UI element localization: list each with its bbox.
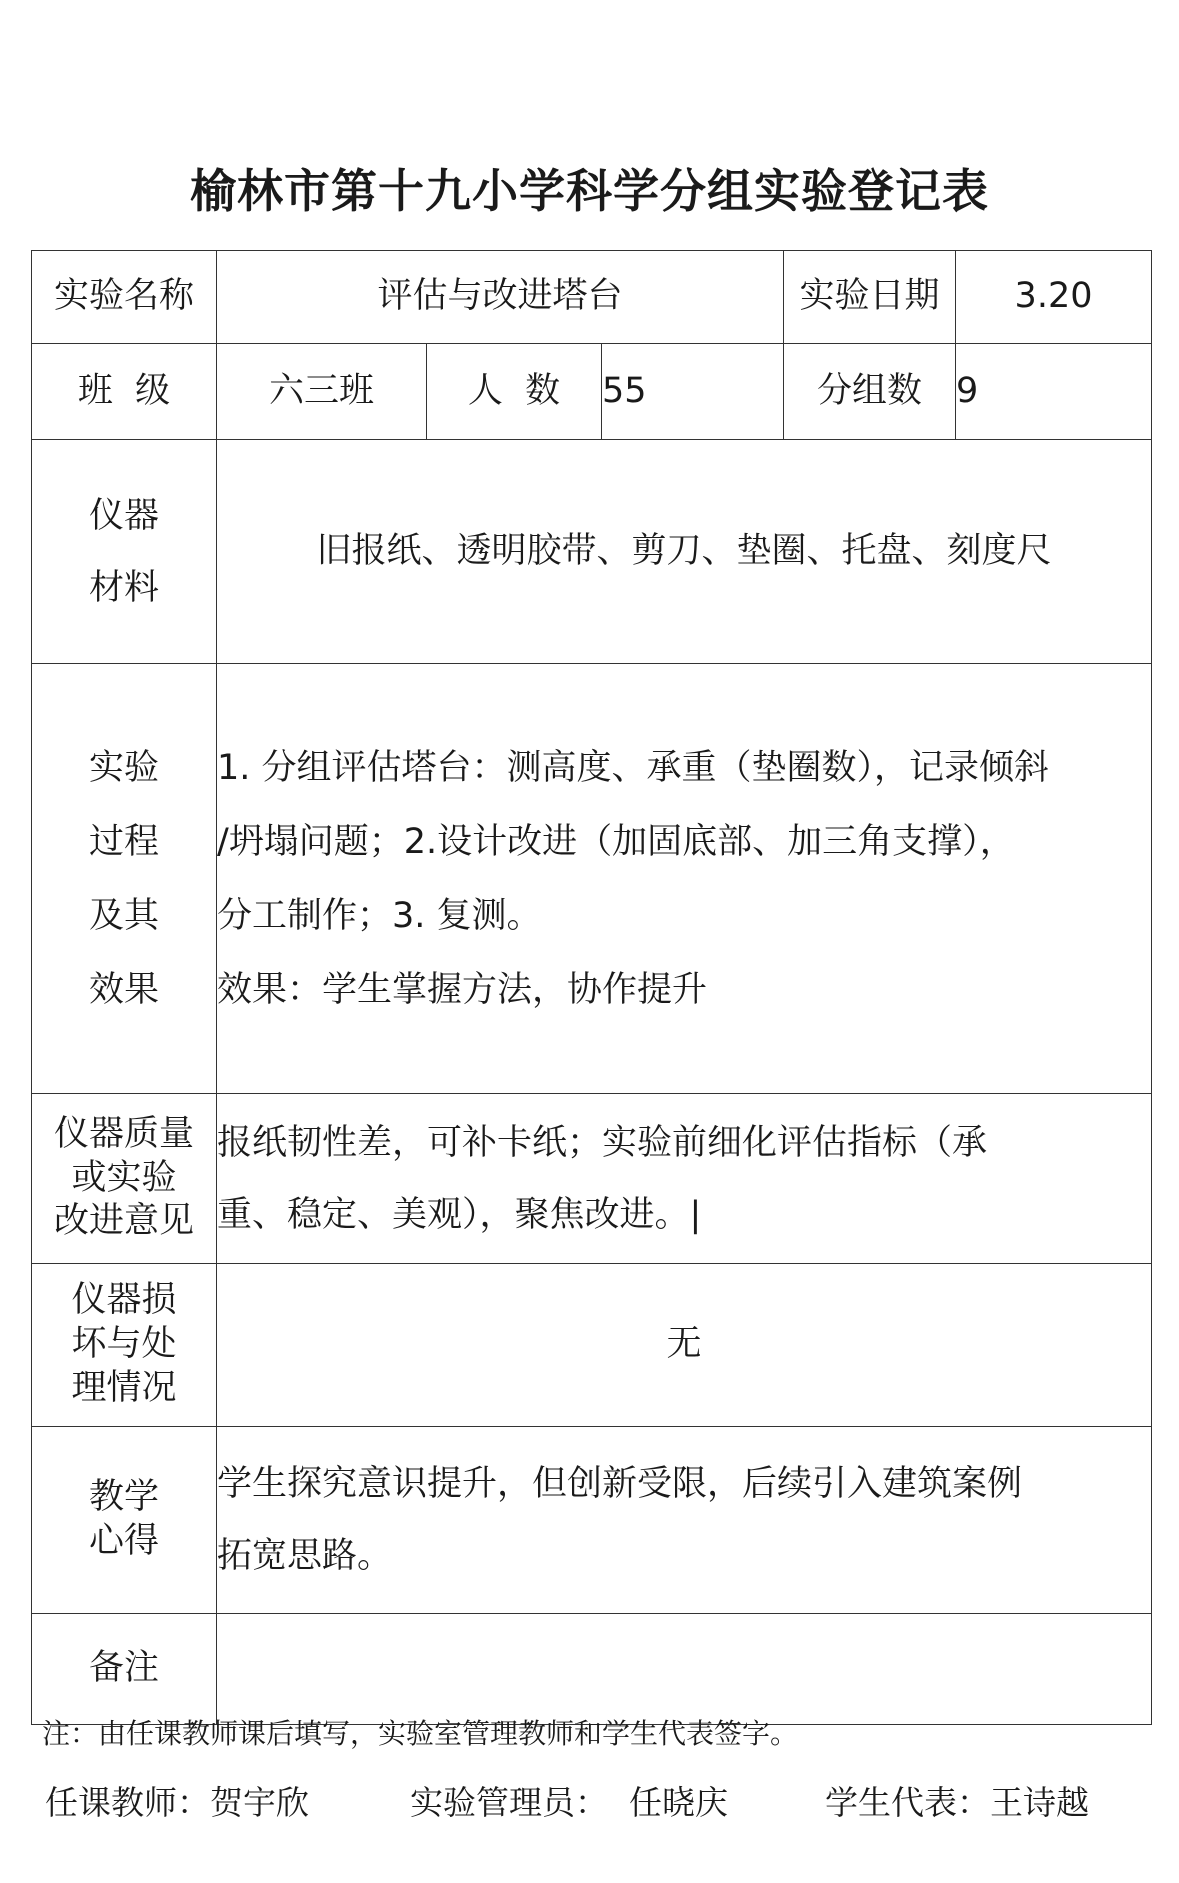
damage-label bbox=[32, 1264, 217, 1427]
class-value: 六三班 bbox=[217, 344, 427, 440]
student-count-value: 55 bbox=[602, 344, 784, 440]
process-label bbox=[32, 664, 217, 1094]
row-class bbox=[32, 344, 1152, 440]
group-count-value: 9 bbox=[956, 344, 1152, 440]
suggestions-label-line: 改进意见 bbox=[53, 1201, 194, 1242]
row-reflection bbox=[32, 1427, 1152, 1614]
suggestions-line: 重、稳定、美观），聚焦改进。| bbox=[217, 1194, 702, 1235]
process-label-line: 效果 bbox=[88, 969, 159, 1010]
student-count-label: 人 数 bbox=[427, 344, 602, 440]
damage-label-line: 仪器损 bbox=[71, 1280, 177, 1321]
suggestions-label-line: 或实验 bbox=[71, 1157, 177, 1198]
process-label-line: 实验 bbox=[88, 747, 159, 788]
reflection-label bbox=[32, 1427, 217, 1614]
process-label-line: 及其 bbox=[88, 895, 159, 936]
footnote: 注：由任课教师课后填写，实验室管理教师和学生代表签字。 bbox=[42, 1717, 799, 1750]
registration-form-table bbox=[31, 250, 1152, 1725]
process-label-line: 过程 bbox=[88, 821, 159, 862]
row-materials bbox=[32, 440, 1152, 664]
row-experiment-name bbox=[32, 251, 1152, 344]
damage-value: 无 bbox=[217, 1264, 1152, 1427]
process-content bbox=[217, 664, 1152, 1094]
materials-value: 旧报纸、透明胶带、剪刀、垫圈、托盘、刻度尺 bbox=[217, 440, 1152, 664]
teacher-signature: 任课教师：贺宇欣 bbox=[45, 1783, 309, 1822]
reflection-label-line: 教学 bbox=[88, 1477, 159, 1518]
experiment-name-label: 实验名称 bbox=[32, 251, 217, 344]
group-count-label: 分组数 bbox=[784, 344, 956, 440]
materials-label-line: 材料 bbox=[88, 567, 159, 608]
materials-label bbox=[32, 440, 217, 664]
process-line: 1. 分组评估塔台：测高度、承重（垫圈数），记录倾斜 bbox=[217, 747, 1050, 788]
experiment-date-value: 3.20 bbox=[956, 251, 1152, 344]
process-line: 效果：学生掌握方法，协作提升 bbox=[217, 969, 708, 1010]
reflection-content bbox=[217, 1427, 1152, 1614]
damage-label-line: 坏与处 bbox=[71, 1324, 177, 1365]
remarks-label: 备注 bbox=[32, 1614, 217, 1725]
suggestions-label bbox=[32, 1094, 217, 1264]
admin-signature: 实验管理员： 任晓庆 bbox=[410, 1783, 728, 1822]
experiment-name-value: 评估与改进塔台 bbox=[217, 251, 784, 344]
process-line: /坍塌问题；2.设计改进（加固底部、加三角支撑）， bbox=[217, 821, 1015, 862]
reflection-label-line: 心得 bbox=[88, 1521, 159, 1561]
remarks-value bbox=[217, 1614, 1152, 1725]
reflection-line: 拓宽思路。 bbox=[217, 1536, 393, 1576]
materials-label-line: 仪器 bbox=[88, 495, 159, 536]
suggestions-line: 报纸韧性差，可补卡纸；实验前细化评估指标（承 bbox=[217, 1122, 988, 1163]
student-signature: 学生代表：王诗越 bbox=[825, 1783, 1089, 1822]
row-remarks bbox=[32, 1614, 1152, 1725]
row-damage bbox=[32, 1264, 1152, 1427]
suggestions-content bbox=[217, 1094, 1152, 1264]
damage-label-line: 理情况 bbox=[71, 1367, 177, 1408]
row-suggestions bbox=[32, 1094, 1152, 1264]
class-label: 班 级 bbox=[32, 344, 217, 440]
experiment-date-label: 实验日期 bbox=[784, 251, 956, 344]
page-title: 榆林市第十九小学科学分组实验登记表 bbox=[190, 164, 989, 218]
suggestions-label-line: 仪器质量 bbox=[53, 1113, 194, 1154]
row-process bbox=[32, 664, 1152, 1094]
process-line: 分工制作；3. 复测。 bbox=[217, 895, 542, 936]
reflection-line: 学生探究意识提升，但创新受限，后续引入建筑案例 bbox=[217, 1464, 1023, 1504]
